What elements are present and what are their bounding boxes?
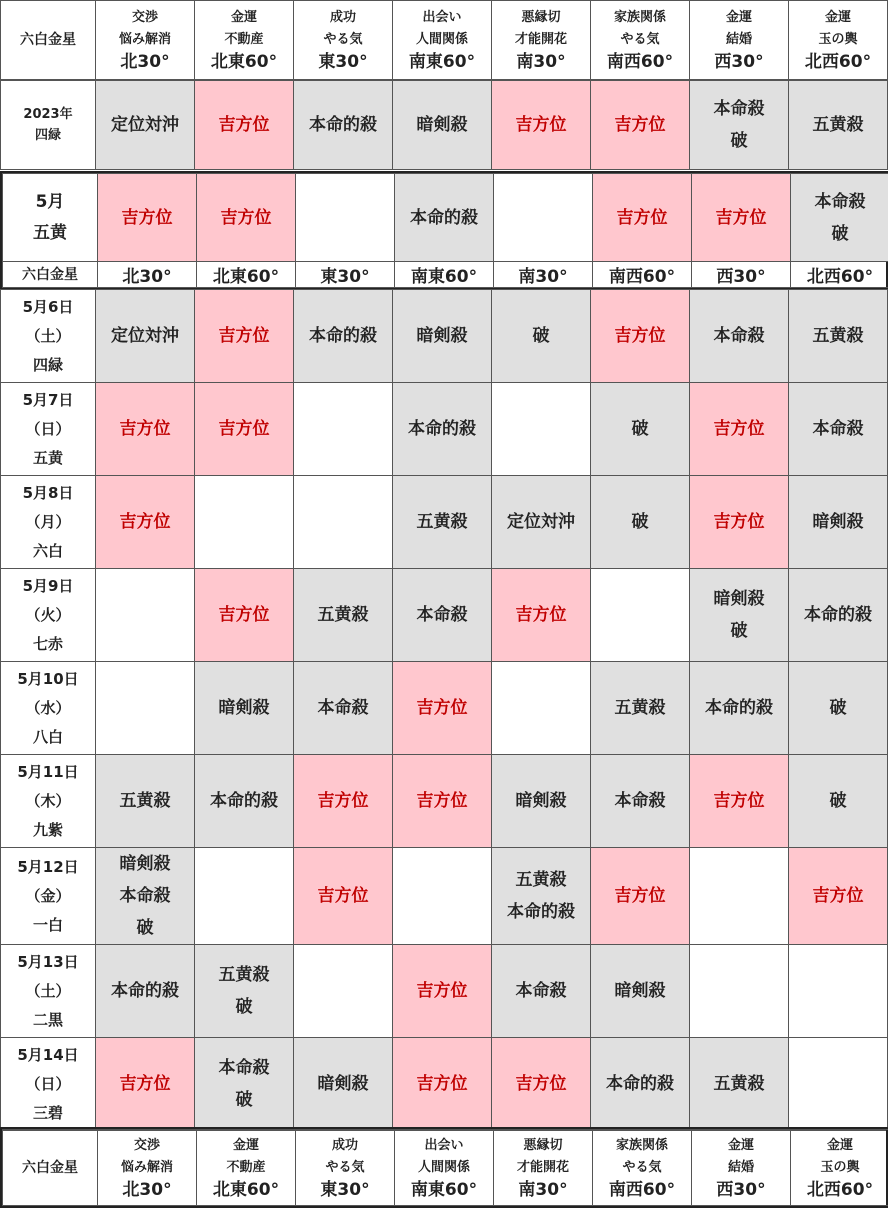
- cell-text-line: 本命殺: [713, 326, 765, 346]
- fortune-cell: [395, 174, 494, 262]
- cell-text-line: 5月6日: [22, 297, 74, 316]
- fortune-cell: [789, 383, 888, 476]
- day-label: [1, 476, 96, 569]
- cell-text-line: （月）: [25, 512, 71, 531]
- fortune-cell: [492, 81, 591, 170]
- direction-cell: 北西60°: [791, 262, 888, 288]
- cell-text-line: 5月10日: [17, 669, 79, 688]
- cell-text-line: 五黄: [32, 448, 63, 467]
- cell-text-line: 五黄殺: [812, 326, 864, 346]
- cell-text-line: 吉方位: [218, 326, 270, 346]
- fortune-cell: [393, 383, 492, 476]
- footer-col: 悪縁切 才能開花 南30°: [494, 1130, 593, 1206]
- cell-text-line: 破: [730, 621, 748, 641]
- fortune-cell: [294, 1038, 393, 1131]
- cell-text-line: 本命的殺: [705, 698, 773, 718]
- year-block: [0, 80, 888, 170]
- fortune-cell: [294, 383, 393, 476]
- fortune-cell: [294, 848, 393, 945]
- cell-text-line: 吉方位: [121, 207, 173, 228]
- cell-text-line: 本命殺: [119, 886, 171, 906]
- fortune-cell: [96, 848, 195, 945]
- fortune-cell: [789, 569, 888, 662]
- days-block: [0, 289, 888, 1126]
- fortune-cell: [690, 383, 789, 476]
- direction-cell: 北東60°: [197, 262, 296, 288]
- cell-text-line: 吉方位: [614, 115, 666, 135]
- day-label: [1, 848, 96, 945]
- cell-text-line: 本命殺: [812, 419, 864, 439]
- fortune-cell: [393, 569, 492, 662]
- day-row: [1, 383, 888, 476]
- cell-text-line: 本命的殺: [410, 207, 478, 228]
- cell-text-line: 破: [235, 997, 253, 1017]
- fortune-cell: [591, 476, 690, 569]
- fortune-cell: [591, 569, 690, 662]
- days-table: [0, 289, 888, 1131]
- month-label: [3, 174, 98, 262]
- fortune-cell: [789, 848, 888, 945]
- fortune-cell: [789, 945, 888, 1038]
- cell-text-line: 5月7日: [22, 390, 74, 409]
- fortune-cell: [393, 290, 492, 383]
- cell-text-line: 5月: [35, 191, 65, 212]
- cell-text-line: 本命殺: [515, 981, 567, 1001]
- footer-col: 金運 不動産 北東60°: [197, 1130, 296, 1206]
- cell-text-line: 暗剣殺: [416, 326, 468, 346]
- fortune-cell: [296, 174, 395, 262]
- day-label: [1, 662, 96, 755]
- fortune-cell: [690, 476, 789, 569]
- cell-text-line: （木）: [25, 791, 71, 810]
- fortune-cell: [492, 662, 591, 755]
- fortune-cell: [195, 569, 294, 662]
- fortune-cell: [96, 569, 195, 662]
- month-table: [2, 173, 888, 288]
- fortune-cell: [690, 569, 789, 662]
- cell-text-line: 本命殺: [218, 1058, 270, 1078]
- day-row: [1, 290, 888, 383]
- header-col: 成功 やる気 東30°: [294, 1, 393, 80]
- cell-text-line: 四緑: [32, 355, 63, 374]
- direction-cell: 北30°: [98, 262, 197, 288]
- cell-text-line: 本命的殺: [408, 419, 476, 439]
- cell-text-line: 吉方位: [812, 886, 864, 906]
- fortune-cell: [195, 383, 294, 476]
- fortune-cell: [492, 1038, 591, 1131]
- fortune-cell: [96, 290, 195, 383]
- fortune-cell: [690, 1038, 789, 1131]
- day-row: [1, 569, 888, 662]
- fortune-cell: [96, 1038, 195, 1131]
- fortune-cell: [492, 569, 591, 662]
- fortune-cell: [492, 383, 591, 476]
- cell-text-line: 破: [235, 1090, 253, 1110]
- top-header-table: [0, 0, 888, 80]
- footer-col: 金運 玉の輿 北西60°: [791, 1130, 888, 1206]
- direction-cell: 南西60°: [593, 262, 692, 288]
- cell-text-line: 吉方位: [218, 419, 270, 439]
- fortune-cell: [294, 81, 393, 170]
- cell-text-line: 五黄殺: [614, 698, 666, 718]
- cell-text-line: 暗剣殺: [713, 589, 765, 609]
- cell-text-line: 八白: [32, 727, 63, 746]
- fortune-cell: [195, 476, 294, 569]
- fortune-cell: [789, 81, 888, 170]
- fortune-cell: [195, 945, 294, 1038]
- cell-text-line: 五黄殺: [317, 605, 369, 625]
- fortune-cell: [494, 174, 593, 262]
- fortune-cell: [294, 662, 393, 755]
- fortune-cell: [591, 755, 690, 848]
- direction-row-star-text: 六白金星: [22, 266, 78, 283]
- fortune-cell: [492, 476, 591, 569]
- fortune-cell: [294, 476, 393, 569]
- cell-text-line: 五黄: [33, 222, 67, 243]
- fortune-cell: [195, 755, 294, 848]
- top-header-block: [0, 0, 888, 80]
- cell-text-line: 本命的殺: [210, 791, 278, 811]
- fortune-cell: [393, 945, 492, 1038]
- cell-text-line: 破: [631, 419, 649, 439]
- fortune-cell: [195, 81, 294, 170]
- cell-text-line: 暗剣殺: [812, 512, 864, 532]
- fortune-cell: [692, 174, 791, 262]
- cell-text-line: （金）: [25, 886, 71, 905]
- cell-text-line: 吉方位: [220, 207, 272, 228]
- cell-text-line: 破: [831, 223, 849, 244]
- footer-col: 交渉 悩み解消 北30°: [98, 1130, 197, 1206]
- bottom-header-table: [2, 1129, 888, 1206]
- fortune-cell: [294, 755, 393, 848]
- fortune-cell: [591, 383, 690, 476]
- footer-col: 成功 やる気 東30°: [296, 1130, 395, 1206]
- fortune-cell: [393, 81, 492, 170]
- fortune-cell: [96, 662, 195, 755]
- cell-text-line: 暗剣殺: [317, 1074, 369, 1094]
- fortune-cell: [197, 174, 296, 262]
- cell-text-line: 暗剣殺: [218, 698, 270, 718]
- cell-text-line: 吉方位: [119, 512, 171, 532]
- cell-text-line: 破: [829, 698, 847, 718]
- cell-text-line: 破: [136, 918, 154, 938]
- fortune-cell: [591, 848, 690, 945]
- fortune-cell: [690, 848, 789, 945]
- fortune-cell: [591, 290, 690, 383]
- day-row: [1, 476, 888, 569]
- cell-text-line: 暗剣殺: [416, 115, 468, 135]
- cell-text-line: （土）: [25, 981, 71, 1000]
- day-label: [1, 945, 96, 1038]
- cell-text-line: 吉方位: [416, 981, 468, 1001]
- fortune-cell: [789, 476, 888, 569]
- footer-col: 出会い 人間関係 南東60°: [395, 1130, 494, 1206]
- cell-text-line: 吉方位: [616, 207, 668, 228]
- fortune-cell: [294, 290, 393, 383]
- fortune-cell: [591, 81, 690, 170]
- direction-cell: 南30°: [494, 262, 593, 288]
- month-block: [0, 171, 888, 289]
- year-label: [1, 81, 96, 170]
- cell-text-line: 破: [631, 512, 649, 532]
- cell-text-line: 本命的殺: [111, 981, 179, 1001]
- header-col: 出会い 人間関係 南東60°: [393, 1, 492, 80]
- cell-text-line: 四緑: [34, 128, 61, 143]
- cell-text-line: 本命殺: [317, 698, 369, 718]
- day-row: [1, 662, 888, 755]
- cell-text-line: 吉方位: [416, 1074, 468, 1094]
- cell-text-line: 本命殺: [416, 605, 468, 625]
- fortune-cell: [98, 174, 197, 262]
- cell-text-line: 一白: [32, 915, 63, 934]
- fortune-cell: [195, 662, 294, 755]
- cell-text-line: 吉方位: [515, 115, 567, 135]
- fortune-cell: [96, 81, 195, 170]
- cell-text-line: 三碧: [32, 1103, 63, 1122]
- cell-text-line: 七赤: [32, 634, 63, 653]
- cell-text-line: 吉方位: [416, 698, 468, 718]
- header-col: 金運 不動産 北東60°: [195, 1, 294, 80]
- fortune-cell: [294, 569, 393, 662]
- fortune-cell: [96, 945, 195, 1038]
- bottom-header-block: [0, 1127, 888, 1208]
- cell-text-line: 五黄殺: [119, 791, 171, 811]
- fortune-cell: [294, 945, 393, 1038]
- fortune-cell: [195, 848, 294, 945]
- cell-text-line: 破: [730, 131, 748, 151]
- cell-text-line: 5月9日: [22, 576, 74, 595]
- cell-text-line: 五黄殺: [515, 870, 567, 890]
- fortune-cell: [393, 476, 492, 569]
- cell-text-line: 破: [532, 326, 550, 346]
- day-row: [1, 755, 888, 848]
- cell-text-line: 吉方位: [317, 886, 369, 906]
- cell-text-line: 吉方位: [218, 605, 270, 625]
- cell-text-line: 暗剣殺: [614, 981, 666, 1001]
- cell-text-line: 2023年: [23, 107, 73, 122]
- cell-text-line: （水）: [25, 698, 71, 717]
- fortune-cell: [492, 848, 591, 945]
- fortune-cell: [690, 755, 789, 848]
- cell-text-line: 吉方位: [614, 886, 666, 906]
- day-label: [1, 383, 96, 476]
- cell-text-line: 吉方位: [515, 1074, 567, 1094]
- fortune-cell: [789, 662, 888, 755]
- cell-text-line: 定位対沖: [111, 115, 179, 135]
- day-row: [1, 945, 888, 1038]
- cell-text-line: 吉方位: [515, 605, 567, 625]
- fortune-cell: [393, 662, 492, 755]
- cell-text-line: 本命殺: [614, 791, 666, 811]
- cell-text-line: 吉方位: [713, 419, 765, 439]
- cell-text-line: 吉方位: [218, 115, 270, 135]
- cell-text-line: 定位対沖: [111, 326, 179, 346]
- fortune-cell: [591, 1038, 690, 1131]
- cell-text-line: 5月13日: [17, 952, 79, 971]
- footer-col: 家族関係 やる気 南西60°: [593, 1130, 692, 1206]
- fortune-cell: [690, 662, 789, 755]
- fortune-cell: [591, 662, 690, 755]
- header-col: 金運 玉の輿 北西60°: [789, 1, 888, 80]
- fortune-cell: [96, 383, 195, 476]
- cell-text-line: 本命殺: [713, 99, 765, 119]
- header-col: 悪縁切 才能開花 南30°: [492, 1, 591, 80]
- cell-text-line: 5月12日: [17, 857, 79, 876]
- fortune-cell: [393, 848, 492, 945]
- fortune-cell: [789, 755, 888, 848]
- footer-col: 金運 結婚 西30°: [692, 1130, 791, 1206]
- cell-text-line: 九紫: [32, 820, 63, 839]
- fortune-cell: [492, 290, 591, 383]
- cell-text-line: 5月14日: [17, 1045, 79, 1064]
- day-row: [1, 1038, 888, 1131]
- cell-text-line: 吉方位: [317, 791, 369, 811]
- fortune-cell: [393, 755, 492, 848]
- fortune-cell: [195, 290, 294, 383]
- header-col: 交渉 悩み解消 北30°: [96, 1, 195, 80]
- day-label: [1, 569, 96, 662]
- cell-text-line: （火）: [25, 605, 71, 624]
- direction-cell: 東30°: [296, 262, 395, 288]
- direction-cell: 西30°: [692, 262, 791, 288]
- fortune-cell: [591, 945, 690, 1038]
- header-col: 金運 結婚 西30°: [690, 1, 789, 80]
- fortune-cell: [690, 81, 789, 170]
- direction-cell: 南東60°: [395, 262, 494, 288]
- cell-text-line: 吉方位: [715, 207, 767, 228]
- header-star: 六白金星: [1, 1, 96, 80]
- cell-text-line: 本命的殺: [309, 326, 377, 346]
- direction-row-star: [3, 262, 98, 288]
- cell-text-line: 五黄殺: [218, 965, 270, 985]
- cell-text-line: 吉方位: [713, 512, 765, 532]
- day-row: [1, 848, 888, 945]
- cell-text-line: 破: [829, 791, 847, 811]
- fortune-cell: [492, 945, 591, 1038]
- cell-text-line: 5月11日: [17, 762, 79, 781]
- fortune-cell: [593, 174, 692, 262]
- cell-text-line: 本命的殺: [606, 1074, 674, 1094]
- day-label: [1, 290, 96, 383]
- cell-text-line: （土）: [25, 326, 71, 345]
- cell-text-line: 六白: [32, 541, 63, 560]
- cell-text-line: 五黄殺: [812, 115, 864, 135]
- day-label: [1, 1038, 96, 1131]
- cell-text-line: 吉方位: [713, 791, 765, 811]
- fortune-cell: [96, 755, 195, 848]
- cell-text-line: 五黄殺: [416, 512, 468, 532]
- fortune-cell: [789, 290, 888, 383]
- cell-text-line: 本命的殺: [804, 605, 872, 625]
- cell-text-line: 暗剣殺: [515, 791, 567, 811]
- cell-text-line: 定位対沖: [507, 512, 575, 532]
- header-col: 家族関係 やる気 南西60°: [591, 1, 690, 80]
- cell-text-line: 本命殺: [814, 191, 866, 212]
- footer-star: 六白金星: [3, 1130, 98, 1206]
- cell-text-line: 5月8日: [22, 483, 74, 502]
- year-table: [0, 80, 888, 170]
- fortune-cell: [789, 1038, 888, 1131]
- fortune-cell: [690, 290, 789, 383]
- fortune-cell: [791, 174, 888, 262]
- cell-text-line: （日）: [25, 419, 71, 438]
- cell-text-line: 吉方位: [614, 326, 666, 346]
- cell-text-line: 暗剣殺: [119, 854, 171, 874]
- day-label: [1, 755, 96, 848]
- cell-text-line: （日）: [25, 1074, 71, 1093]
- fortune-cell: [393, 1038, 492, 1131]
- fortune-cell: [492, 755, 591, 848]
- cell-text-line: 本命的殺: [309, 115, 377, 135]
- cell-text-line: 二黒: [32, 1010, 63, 1029]
- cell-text-line: 吉方位: [119, 1074, 171, 1094]
- cell-text-line: 本命的殺: [507, 902, 575, 922]
- cell-text-line: 五黄殺: [713, 1074, 765, 1094]
- fortune-cell: [690, 945, 789, 1038]
- cell-text-line: 吉方位: [119, 419, 171, 439]
- cell-text-line: 吉方位: [416, 791, 468, 811]
- fortune-cell: [96, 476, 195, 569]
- fortune-cell: [195, 1038, 294, 1131]
